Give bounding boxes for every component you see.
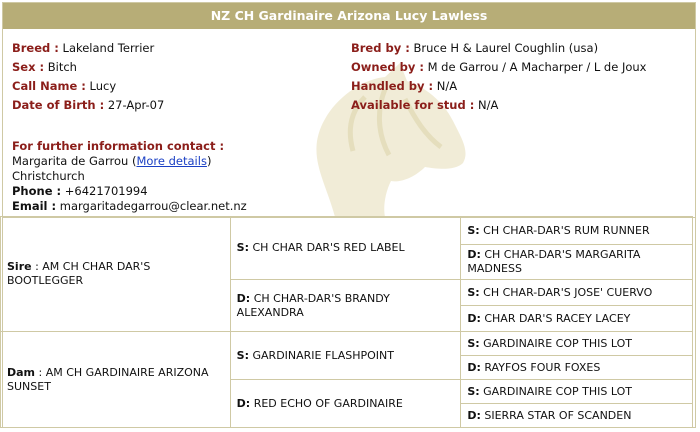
owned-by-value: M de Garrou / A Macharper / L de Joux bbox=[427, 60, 647, 74]
email-value: margaritadegarrou@clear.net.nz bbox=[59, 199, 247, 213]
stud-row bbox=[351, 98, 498, 112]
contact-name-row: Margarita de Garrou (More details) bbox=[12, 154, 212, 168]
breed-value: Lakeland Terrier bbox=[62, 41, 155, 55]
contact-phone-row bbox=[12, 184, 148, 198]
s-label: S: bbox=[236, 241, 249, 254]
contact-city: Christchurch bbox=[12, 169, 85, 183]
s-label: S: bbox=[467, 336, 480, 350]
sd-sire-name: CH CHAR-DAR'S JOSE' CUERVO bbox=[483, 285, 653, 299]
sire-sire-cell bbox=[230, 217, 461, 280]
breed-label: Breed : bbox=[12, 41, 59, 55]
call-name-label: Call Name : bbox=[12, 79, 86, 93]
call-name-value: Lucy bbox=[89, 79, 117, 93]
dam-dam-name: RED ECHO OF GARDINAIRE bbox=[253, 396, 403, 410]
bred-by-row bbox=[351, 41, 598, 55]
phone-value: +6421701994 bbox=[64, 184, 148, 198]
dob-value: 27-Apr-07 bbox=[107, 98, 165, 112]
ss-sire-name: CH CHAR-DAR'S RUM RUNNER bbox=[483, 223, 650, 237]
pedigree-table bbox=[0, 216, 693, 428]
contact-name: Margarita de Garrou bbox=[12, 154, 129, 168]
sd-dam-name: CHAR DAR'S RACEY LACEY bbox=[484, 311, 631, 325]
dam-name: : AM CH GARDINAIRE ARIZONA SUNSET bbox=[7, 365, 209, 393]
more-details-link[interactable]: More details bbox=[136, 154, 207, 168]
d-label: D: bbox=[236, 291, 251, 305]
d-label: D: bbox=[467, 311, 481, 325]
dob-row bbox=[12, 98, 164, 112]
sire-name: : AM CH CHAR DAR'S BOOTLEGGER bbox=[7, 260, 151, 287]
bred-by-label: Bred by : bbox=[351, 41, 410, 55]
dam-dam-cell bbox=[230, 380, 461, 428]
d-label: D: bbox=[467, 408, 481, 422]
dd-sire-name: GARDINAIRE COP THIS LOT bbox=[483, 384, 632, 398]
d-label: D: bbox=[467, 248, 481, 261]
phone-label: Phone : bbox=[12, 184, 62, 198]
sire-dam-name: CH CHAR-DAR'S BRANDY ALEXANDRA bbox=[236, 291, 390, 319]
sex-label: Sex : bbox=[12, 60, 45, 74]
handled-by-value: N/A bbox=[436, 79, 458, 93]
s-label: S: bbox=[467, 223, 480, 237]
call-name-row bbox=[12, 79, 116, 93]
sd-dam-cell bbox=[461, 306, 693, 332]
dam-sire-name: GARDINARIE FLASHPOINT bbox=[252, 348, 394, 362]
sex-value: Bitch bbox=[47, 60, 77, 74]
sire-cell bbox=[1, 217, 231, 332]
dd-dam-name: SIERRA STAR OF SCANDEN bbox=[484, 408, 632, 422]
sire-sire-name: CH CHAR DAR'S RED LABEL bbox=[252, 241, 405, 254]
stud-value: N/A bbox=[477, 98, 499, 112]
sex-row bbox=[12, 60, 77, 74]
sd-sire-cell bbox=[461, 280, 693, 306]
s-label: S: bbox=[236, 348, 249, 362]
dog-info-section bbox=[3, 29, 695, 218]
sire-dam-cell bbox=[230, 280, 461, 332]
contact-heading-text: For further information contact : bbox=[12, 139, 225, 153]
handled-by-row bbox=[351, 79, 457, 93]
contact-heading bbox=[12, 139, 224, 153]
dam-cell bbox=[1, 332, 231, 428]
bred-by-value: Bruce H & Laurel Coughlin (usa) bbox=[413, 41, 599, 55]
ss-dam-cell bbox=[461, 245, 693, 280]
ds-dam-name: RAYFOS FOUR FOXES bbox=[484, 360, 601, 374]
s-label: S: bbox=[467, 384, 480, 398]
ds-sire-cell bbox=[461, 332, 693, 356]
dd-sire-cell bbox=[461, 380, 693, 404]
dob-label: Date of Birth : bbox=[12, 98, 105, 112]
handled-by-label: Handled by : bbox=[351, 79, 434, 93]
breed-row bbox=[12, 41, 154, 55]
ss-dam-name: CH CHAR-DAR'S MARGARITA MADNESS bbox=[467, 248, 641, 275]
owned-by-row bbox=[351, 60, 646, 74]
dam-label: Dam bbox=[7, 365, 36, 379]
stud-label: Available for stud : bbox=[351, 98, 475, 112]
contact-email-row bbox=[12, 199, 247, 213]
ss-sire-cell bbox=[461, 217, 693, 245]
s-label: S: bbox=[467, 285, 480, 299]
page-title: NZ CH Gardinaire Arizona Lucy Lawless bbox=[3, 3, 695, 29]
d-label: D: bbox=[467, 360, 481, 374]
ds-dam-cell bbox=[461, 356, 693, 380]
ds-sire-name: GARDINAIRE COP THIS LOT bbox=[483, 336, 632, 350]
dd-dam-cell bbox=[461, 404, 693, 428]
dam-sire-cell bbox=[230, 332, 461, 380]
email-label: Email : bbox=[12, 199, 57, 213]
d-label: D: bbox=[236, 396, 251, 410]
sire-label: Sire bbox=[7, 260, 32, 273]
owned-by-label: Owned by : bbox=[351, 60, 424, 74]
